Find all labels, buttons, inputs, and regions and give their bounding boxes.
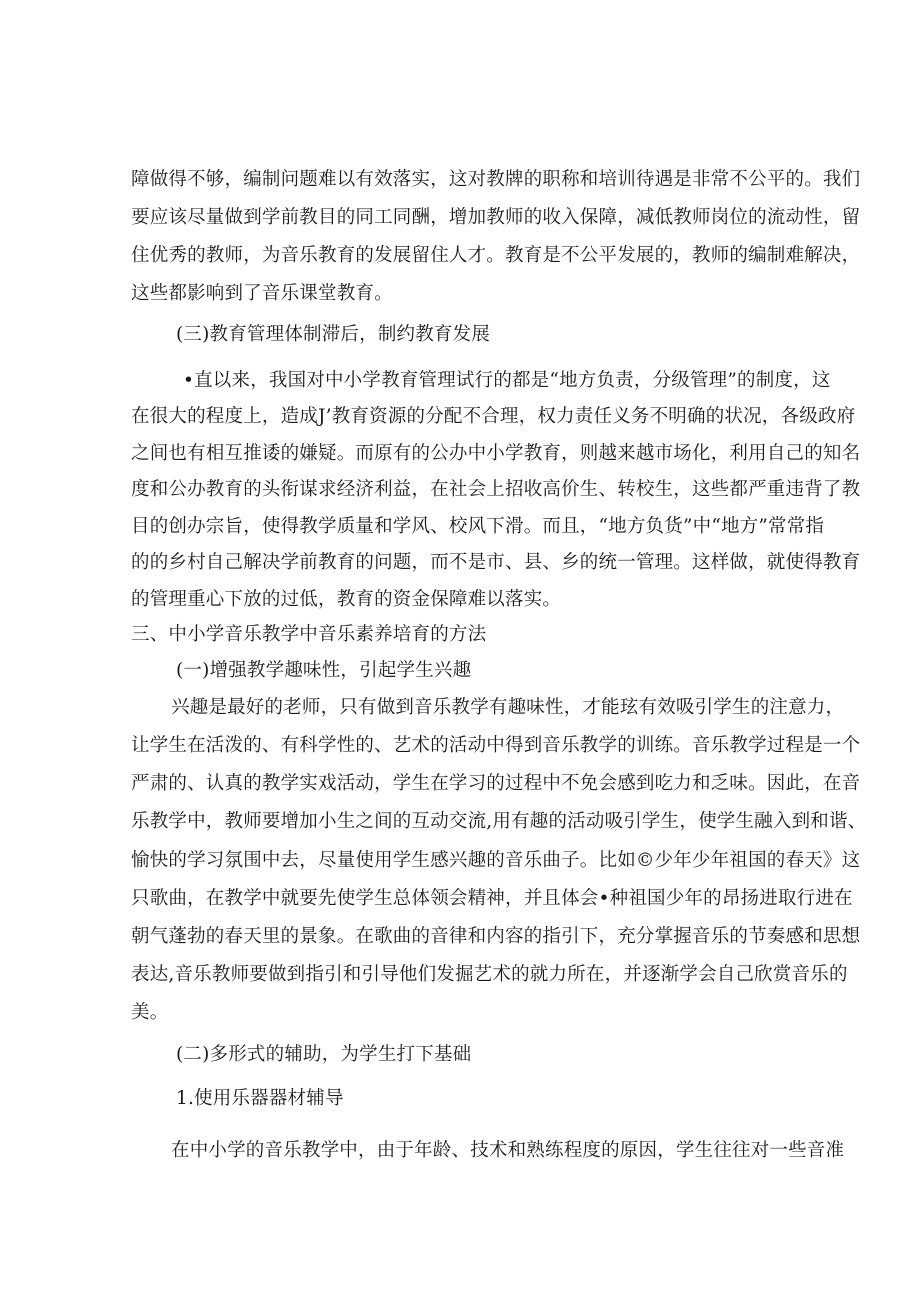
paragraph-4-line-1: 在中小学的音乐教学中，由于年龄、技术和熟练程度的原因，学生往往对一些音准 <box>171 1140 845 1161</box>
paragraph-2-line-5: 目的创办宗旨，使得教学质量和学风、校风下滑。而且，“地方负货”中“地方”常常指 <box>131 516 825 537</box>
paragraph-3-line-2: 让学生在活泼的、有科学性的、艺术的活动中得到音乐教学的训练。音乐教学过程是一个 <box>131 735 861 756</box>
subsection-heading-one: (一)增强教学趣味性，引起学生兴趣 <box>176 660 472 681</box>
paragraph-3-line-6: 只歌曲，在教学中就要先使学生总体领会精神，并且体会•种祖国少年的昂扬进取行进在 <box>131 888 853 909</box>
paragraph-3-line-7: 朝气蓬勃的春天里的景象。在歌曲的音律和内容的指引下，充分掌握音乐的节奏感和思想 <box>131 926 861 947</box>
paragraph-1-line-4: 这些都影响到了音乐课堂教育。 <box>131 283 393 304</box>
paragraph-3-line-1: 兴趣是最好的老师，只有做到音乐教学有趣味性，才能玹有效吸引学生的注意力， <box>171 697 845 718</box>
paragraph-2-line-7: 的管理重心下放的过低，教育的资金保障难以落实。 <box>131 589 562 610</box>
paragraph-1-line-2: 要应该尽量做到学前教目的同工同酬，增加教师的收入保障，减低教师岗位的流动性，留 <box>131 207 861 228</box>
paragraph-2-line-6: 的的乡村自己解决学前教育的问题，而不是市、县、乡的统一管理。这样做，就使得教育 <box>131 552 861 573</box>
section-heading-san: (三)教育管理体制滞后，制约教育发展 <box>176 324 491 345</box>
paragraph-2-line-1: •直以来，我国对中小学教育管理试行的都是“地方负责，分级管理”的制度，这 <box>183 370 831 391</box>
paragraph-3-line-8: 表达,音乐教师要做到指引和引导他们发掘艺术的就力所在，并逐渐学会自己欣赏音乐的 <box>131 964 848 985</box>
paragraph-3-line-5: 愉快的学习氛围中去，尽量使用学生感兴趣的音乐曲子。比如©少年少年祖国的春天》这 <box>131 850 861 871</box>
paragraph-1-line-1: 障做得不够，编制问题难以有效落实，这对教牌的职称和培训待遇是非常不公平的。我们 <box>131 169 861 190</box>
paragraph-3-line-9: 美。 <box>131 1002 169 1023</box>
paragraph-2-line-3: 之间也有相互推诿的嫌疑。而原有的公办中小学教育，则越来越市场化，利用自己的知名 <box>131 443 861 464</box>
paragraph-3-line-4: 乐教学中，教师要增加小生之间的互动交流,用有趣的活动吸引学生，使学生融入到和谐、 <box>131 811 867 832</box>
item-heading-1: 1.使用乐器器材辅导 <box>176 1088 344 1109</box>
paragraph-2-line-4: 度和公办教育的头衔谋求经济利益，在社会上招收高价生、转校生，这些都严重违背了教 <box>131 479 861 500</box>
paragraph-3-line-3: 严肃的、认真的教学实戏活动，学生在学习的过程中不免会感到吃力和乏味。因此，在音 <box>131 773 861 794</box>
paragraph-1-line-3: 住优秀的教师，为音乐教育的发展留住人才。教育是不公平发展的，教师的编制难解决， <box>131 245 861 266</box>
section-heading-three: 三、中小学音乐教学中音乐素养培育的方法 <box>131 624 487 645</box>
paragraph-2-line-2: 在很大的程度上，造成J’教育资源的分配不合理，权力责任义务不明确的状况，各级政府 <box>131 406 856 427</box>
subsection-heading-two: (二)多形式的辅助，为学生打下基础 <box>176 1044 472 1065</box>
